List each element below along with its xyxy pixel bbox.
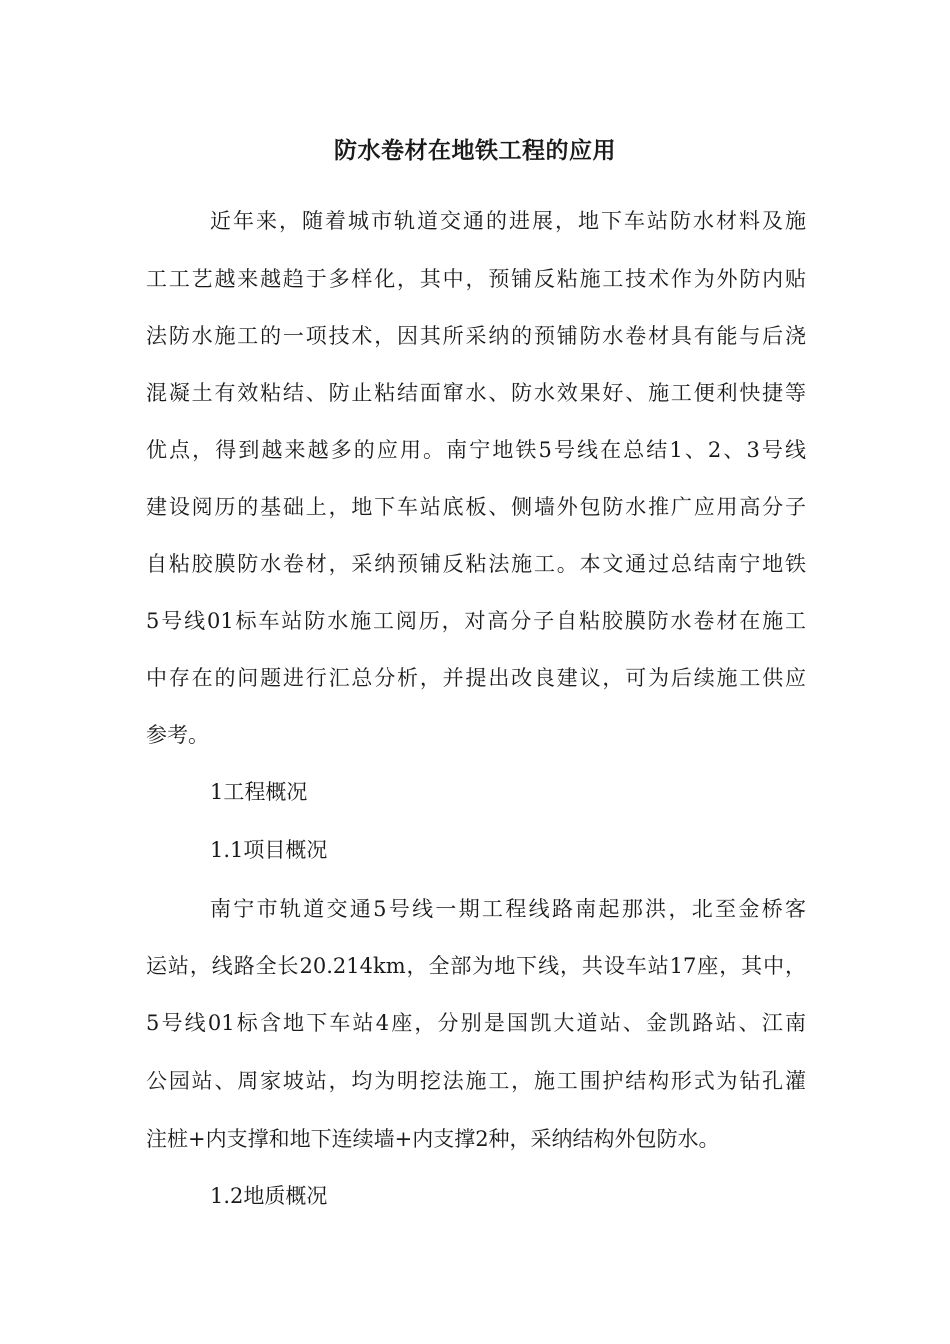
section-1-1-line-3: 5号线01标含地下车站4座，分别是国凯大道站、金凯路站、江南: [146, 1011, 806, 1035]
intro-line-9: 中存在的问题进行汇总分析，并提出改良建议，可为后续施工供应: [146, 666, 806, 690]
intro-line-8: 5号线01标车站防水施工阅历，对高分子自粘胶膜防水卷材在施工: [146, 609, 806, 633]
section-heading-1-1: 1.1项目概况: [210, 838, 328, 862]
intro-line-3: 法防水施工的一项技术，因其所采纳的预铺防水卷材具有能与后浇: [146, 324, 806, 348]
intro-line-6: 建设阅历的基础上，地下车站底板、侧墙外包防水推广应用高分子: [146, 495, 806, 519]
section-1-1-line-5: 注桩+内支撑和地下连续墙+内支撑2种，采纳结构外包防水。: [146, 1127, 720, 1151]
section-1-1-line-4: 公园站、周家坡站，均为明挖法施工，施工围护结构形式为钻孔灌: [146, 1069, 806, 1093]
section-1-1-line-1: 南宁市轨道交通5号线一期工程线路南起那洪，北至金桥客: [210, 897, 806, 921]
intro-line-10: 参考。: [146, 723, 209, 747]
intro-line-2: 工工艺越来越趋于多样化，其中，预铺反粘施工技术作为外防内贴: [146, 267, 806, 291]
document-title: 防水卷材在地铁工程的应用: [334, 138, 616, 164]
section-heading-1-2: 1.2地质概况: [210, 1184, 328, 1208]
intro-line-5: 优点，得到越来越多的应用。南宁地铁5号线在总结1、2、3号线: [146, 438, 806, 462]
intro-line-4: 混凝土有效粘结、防止粘结面窜水、防水效果好、施工便利快捷等: [146, 381, 806, 405]
intro-line-7: 自粘胶膜防水卷材，采纳预铺反粘法施工。本文通过总结南宁地铁: [146, 552, 806, 576]
section-heading-1: 1工程概况: [210, 780, 308, 804]
section-1-1-line-2: 运站，线路全长20.214km，全部为地下线，共设车站17座，其中，: [146, 954, 806, 978]
intro-line-1: 近年来，随着城市轨道交通的进展，地下车站防水材料及施: [210, 209, 806, 233]
